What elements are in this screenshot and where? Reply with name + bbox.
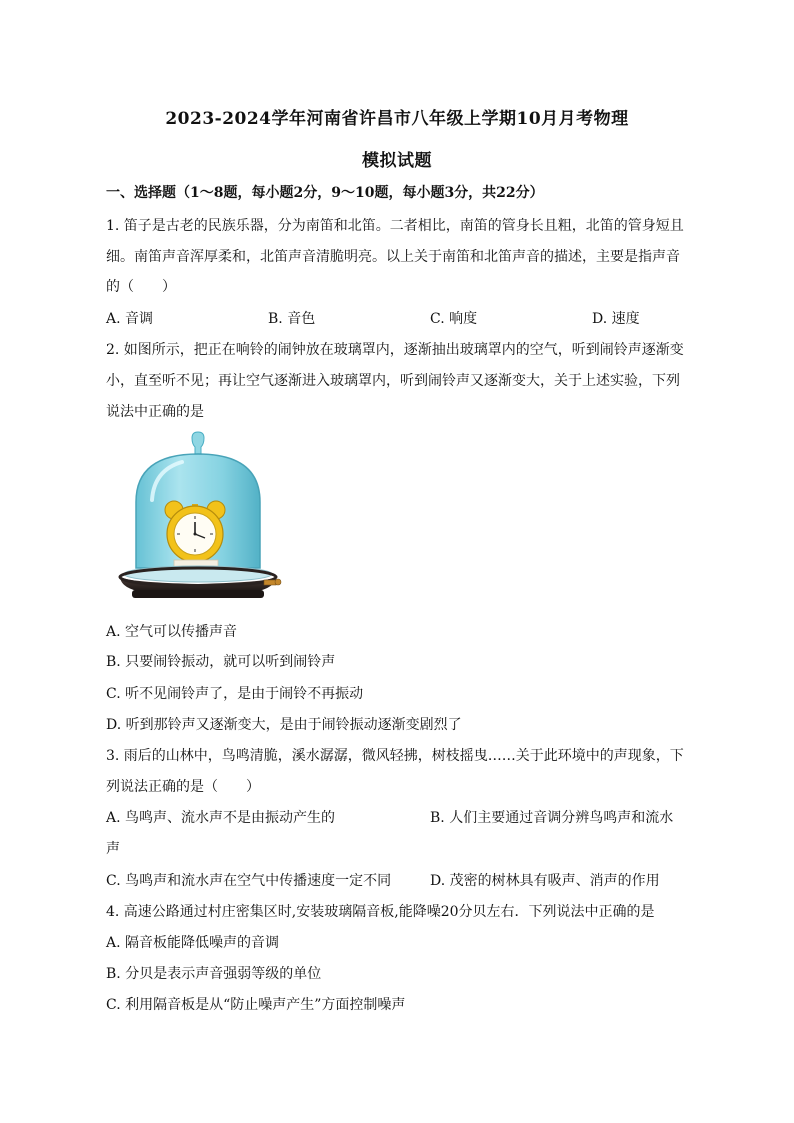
q2-option-b: B. 只要闹铃振动，就可以听到闹铃声: [106, 654, 336, 670]
q2-line-2: 小，直至听不见；再让空气逐渐进入玻璃罩内，听到闹铃声又逐渐变大，关于上述实验，下列: [106, 373, 680, 389]
q1-line-3: 的（ ）: [106, 279, 176, 295]
q4-option-c: C. 利用隔音板是从“防止噪声产生”方面控制噪声: [106, 997, 406, 1013]
q3-option-a: A. 鸟鸣声、流水声不是由振动产生的: [106, 810, 336, 826]
q3-option-b: B. 人们主要通过音调分辨鸟鸣声和流水: [430, 810, 674, 826]
q2-option-a: A. 空气可以传播声音: [106, 624, 238, 640]
q1-option-b: B. 音色: [268, 311, 316, 327]
q2-line-1: 2. 如图所示，把正在响铃的闹钟放在玻璃罩内，逐渐抽出玻璃罩内的空气，听到闹铃声逐渐变: [106, 342, 684, 358]
q1-option-d: D. 速度: [592, 311, 640, 327]
q3-option-d: D. 茂密的树林具有吸声、消声的作用: [430, 873, 660, 889]
q3-option-c: C. 鸟鸣声和流水声在空气中传播速度一定不同: [106, 873, 392, 889]
bell-jar-alarm-clock-figure: [112, 430, 284, 610]
q1-line-1: 1. 笛子是古老的民族乐器，分为南笛和北笛。二者相比，南笛的管身长且粗，北笛的管身短且: [106, 218, 684, 234]
q4-line-1: 4. 高速公路通过村庄密集区时,安装玻璃隔音板,能降噪20分贝左右．下列说法中正确的是: [106, 904, 655, 920]
q2-line-3: 说法中正确的是: [106, 404, 204, 420]
q1-line-2: 细。南笛声音浑厚柔和，北笛声音清脆明亮。以上关于南笛和北笛声音的描述，主要是指声音: [106, 249, 680, 265]
q1-option-c: C. 响度: [430, 311, 478, 327]
q2-option-c: C. 听不见闹铃声了，是由于闹铃不再振动: [106, 686, 364, 702]
q2-option-d: D. 听到那铃声又逐渐变大，是由于闹铃振动逐渐变剧烈了: [106, 717, 462, 733]
q3-line-2: 列说法正确的是（ ）: [106, 779, 260, 795]
exam-title: 2023-2024学年河南省许昌市八年级上学期10月月考物理: [165, 109, 629, 129]
exam-subtitle: 模拟试题: [362, 151, 432, 171]
q4-option-a: A. 隔音板能降低噪声的音调: [106, 935, 280, 951]
q3-option-b-continued: 声: [106, 841, 120, 857]
q3-line-1: 3. 雨后的山林中，鸟鸣清脆，溪水潺潺，微风轻拂，树枝摇曳……关于此环境中的声现象，下: [106, 748, 684, 764]
q1-option-a: A. 音调: [106, 311, 154, 327]
section-heading: 一、选择题（1～8题，每小题2分，9～10题，每小题3分，共22分）: [106, 185, 544, 201]
q4-option-b: B. 分贝是表示声音强弱等级的单位: [106, 966, 322, 982]
